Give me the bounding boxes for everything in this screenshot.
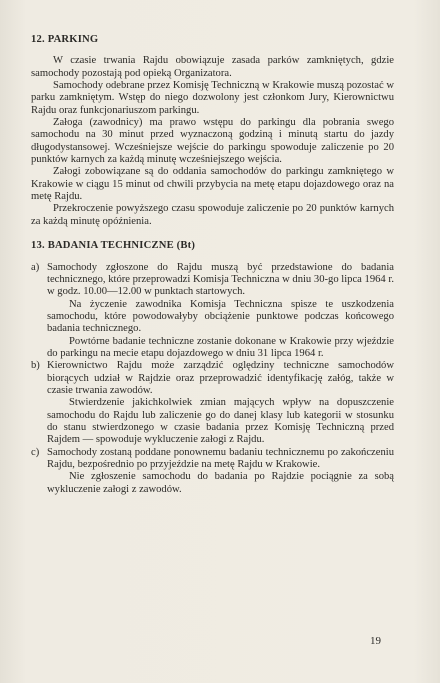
- section-12-paragraph: W czasie trwania Rajdu obowiązuje zasada parków zamkniętych, gdzie samochody pozostają pod opieką Organizatora.: [31, 55, 394, 79]
- list-item-label: b): [31, 360, 40, 372]
- list-item-c: [31, 447, 394, 496]
- list-item-paragraph: Samochody zostaną poddane ponownemu badaniu technicznemu po zakończeniu Rajdu, bezpośrednio po przyjeździe na metę Rajdu w Krakowie.: [47, 446, 394, 470]
- page-number: 19: [370, 635, 381, 647]
- list-item-paragraph: Kierownictwo Rajdu może zarządzić oględziny techniczne samochodów biorących udział w Rajdzie oraz przeprowadzić identyfikację załóg, także w czasie trwania zawodów.: [47, 360, 394, 396]
- section-12-paragraph: Załogi zobowiązane są do oddania samochodów do parkingu zamkniętego w Krakowie w ciągu 15 minut od chwili przybycia na metę etapu dojazdowego oraz na metę Rajdu.: [31, 166, 394, 203]
- text-column: [31, 34, 394, 496]
- section-12-paragraph: Załoga (zawodnicy) ma prawo wstępu do parkingu dla pobrania swego samochodu na 30 minut przed wyznaczoną godziną i minutą startu do jazdy długodystansowej. Wcześniejsze wejście do parkingu spowoduje zaliczenie po 20 punktów karnych za każdą minutę wcześniejszego wejścia.: [31, 117, 394, 166]
- list-item-paragraph: Na życzenie zawodnika Komisja Techniczna spisze te uszkodzenia samochodu, które powodowałyby obciążenie punktowe podczas końcowego badania technicznego.: [47, 298, 394, 335]
- section-12-paragraph: Przekroczenie powyższego czasu spowoduje zaliczenie po 20 punktów karnych za każdą minutę opóźnienia.: [31, 203, 394, 227]
- list-item-paragraph: Nie zgłoszenie samochodu do badania po Rajdzie pociągnie za sobą wykluczenie załogi z zawodów.: [47, 471, 394, 495]
- list-item-body: [47, 262, 394, 361]
- list-item-label: a): [31, 261, 40, 273]
- list-item-paragraph: Stwierdzenie jakichkolwiek zmian mających wpływ na dopuszczenie samochodu do Rajdu lub zaliczenie go do danej klasy lub kategorii w stosunku do stanu stwierdzonego w czasie badania przez Komisję Techniczną przed Rajdem — spowoduje wykluczenie załogi z Rajdu.: [47, 397, 394, 446]
- list-item-a: [31, 262, 394, 361]
- section-13-heading: 13. BADANIA TECHNICZNE (Bt): [31, 240, 196, 252]
- list-item-paragraph: Powtórne badanie techniczne zostanie dokonane w Krakowie przy wjeździe do parkingu na mecie etapu dojazdowego w dniu 31 lipca 1964 r.: [47, 335, 394, 359]
- list-item-b: [31, 360, 394, 446]
- list-item-label: c): [31, 446, 40, 458]
- section-12-paragraph: Samochody odebrane przez Komisję Techniczną w Krakowie muszą pozostać w parku zamkniętym. Wstęp do niego dozwolony jest członkom Jury, Kierownictwu Rajdu oraz funkcjonariuszom parkingu.: [31, 80, 394, 116]
- section-12-heading: 12. PARKING: [31, 34, 99, 45]
- list-item-body: [47, 360, 394, 446]
- list-item-body: [47, 447, 394, 496]
- list-item-paragraph: Samochody zgłoszone do Rajdu muszą być przedstawione do badania technicznego, które przeprowadzi Komisja Techniczna w dniu 30-go lipca 1964 r. w godz. 10.00—12.00 w punktach startowych.: [47, 261, 394, 298]
